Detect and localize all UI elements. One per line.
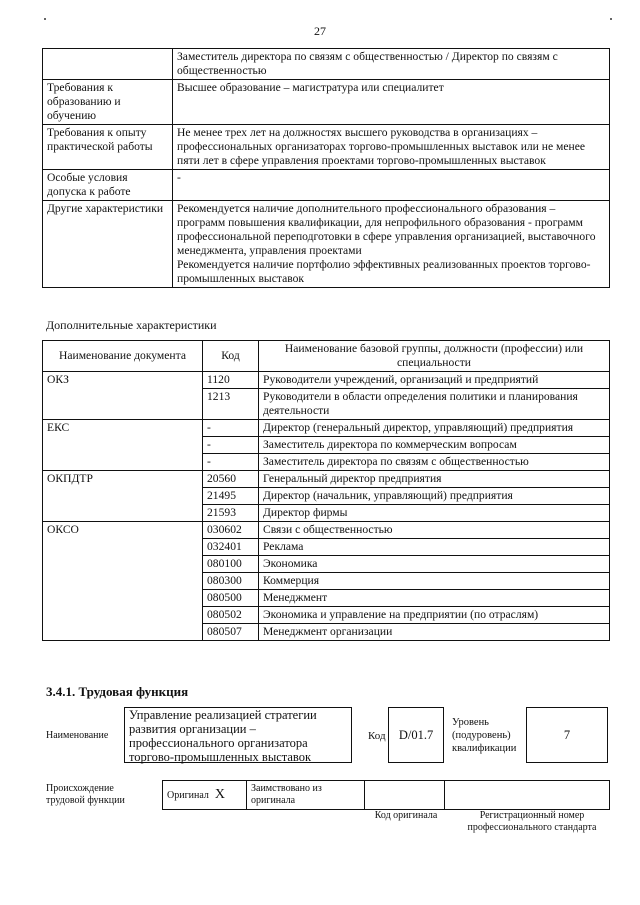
name-cell: Заместитель директора по коммерческим вопросам — [259, 437, 610, 454]
header-code: Код — [203, 341, 259, 372]
name-cell: Реклама — [259, 539, 610, 556]
requirements-table — [42, 48, 610, 288]
code-label: Код — [368, 730, 386, 742]
header-doc: Наименование документа — [43, 341, 203, 372]
code-cell: 080502 — [203, 607, 259, 624]
origin-table — [162, 780, 610, 810]
labor-function-code: D/01.7 — [388, 707, 444, 763]
table-row — [43, 125, 610, 170]
doc-cell: ЕКС — [43, 420, 203, 471]
registration-number-caption: Регистрационный номер профессионального стандарта — [467, 810, 597, 833]
code-cell: 080507 — [203, 624, 259, 641]
origin-label: Происхождение трудовой функции — [46, 783, 125, 806]
origin-original-cell — [163, 781, 247, 810]
table-header-row — [43, 341, 610, 372]
name-cell: Коммерция — [259, 573, 610, 590]
labor-function-name: Управление реализацией стратегии развития организации – профессионального организатора торгово-промышленных выставок — [124, 707, 352, 763]
original-code-caption: Код оригинала — [374, 810, 438, 821]
doc-cell: ОКЗ — [43, 372, 203, 420]
header-name: Наименование базовой группы, должности (профессии) или специальности — [259, 341, 610, 372]
req-value: Не менее трех лет на должностях высшего руководства в организациях – профессиональных организаторах торгово-промышленных выставок или не менее пяти лет в сфере управления проектами торгово-промышленных выставок — [173, 125, 610, 170]
doc-cell: ОКПДТР — [43, 471, 203, 522]
req-value: - — [173, 170, 610, 201]
origin-mark: X — [214, 786, 226, 802]
table-row — [43, 49, 610, 80]
req-label: Другие характеристики — [43, 201, 173, 288]
labor-function-heading: 3.4.1. Трудовая функция — [46, 684, 189, 699]
name-cell: Директор (начальник, управляющий) предприятия — [259, 488, 610, 505]
name-cell: Менеджмент — [259, 590, 610, 607]
table-row — [43, 420, 610, 437]
name-cell: Заместитель директора по связям с общественностью — [259, 454, 610, 471]
req-label: Требования к образованию и обучению — [43, 80, 173, 125]
name-cell: Экономика и управление на предприятии (по отраслям) — [259, 607, 610, 624]
original-code-cell — [365, 781, 445, 810]
table-row — [43, 372, 610, 389]
name-cell: Менеджмент организации — [259, 624, 610, 641]
level-label: Уровень (подуровень) квалификации — [452, 717, 517, 754]
additional-table — [42, 340, 610, 641]
name-cell: Экономика — [259, 556, 610, 573]
table-row — [43, 471, 610, 488]
code-cell: 030602 — [203, 522, 259, 539]
name-cell: Руководители в области определения политики и планирования деятельности — [259, 389, 610, 420]
code-cell: 21495 — [203, 488, 259, 505]
table-row — [43, 170, 610, 201]
code-cell: - — [203, 454, 259, 471]
additional-caption: Дополнительные характеристики — [46, 318, 217, 332]
qualification-level: 7 — [526, 707, 608, 763]
code-cell: 21593 — [203, 505, 259, 522]
req-value-line: Рекомендуется наличие портфолио эффективных реализованных проектов торгово-промышленных выставок — [177, 258, 591, 285]
req-label: Особые условия допуска к работе — [43, 170, 173, 201]
req-value: Заместитель директора по связям с общественностью / Директор по связям с общественностью — [173, 49, 610, 80]
code-cell: 032401 — [203, 539, 259, 556]
name-label: Наименование — [46, 730, 109, 741]
name-cell: Директор (генеральный директор, управляющий) предприятия — [259, 420, 610, 437]
table-row — [43, 80, 610, 125]
name-cell: Генеральный директор предприятия — [259, 471, 610, 488]
req-value — [173, 201, 610, 288]
code-cell: - — [203, 420, 259, 437]
code-cell: - — [203, 437, 259, 454]
req-label — [43, 49, 173, 80]
scan-speck — [44, 18, 46, 20]
table-row — [163, 781, 610, 810]
code-cell: 080100 — [203, 556, 259, 573]
name-cell: Директор фирмы — [259, 505, 610, 522]
code-cell: 1120 — [203, 372, 259, 389]
req-value-line: Рекомендуется наличие дополнительного профессионального образования – программ повышения квалификации, для непрофильного образования - программ профессиональной переподготовки в сфере управления организацией, выставочного менеджмента, управления проектами — [177, 202, 596, 257]
page-number: 27 — [314, 24, 326, 38]
origin-original-label: Оригинал — [167, 789, 209, 801]
req-value: Высшее образование – магистратура или специалитет — [173, 80, 610, 125]
doc-cell: ОКСО — [43, 522, 203, 641]
req-label: Требования к опыту практической работы — [43, 125, 173, 170]
table-row — [43, 201, 610, 288]
code-cell: 080300 — [203, 573, 259, 590]
name-cell: Связи с общественностью — [259, 522, 610, 539]
table-row — [43, 522, 610, 539]
code-cell: 080500 — [203, 590, 259, 607]
code-cell: 20560 — [203, 471, 259, 488]
name-cell: Руководители учреждений, организаций и предприятий — [259, 372, 610, 389]
origin-borrowed-cell: Заимствовано из оригинала — [247, 781, 365, 810]
registration-number-cell — [445, 781, 610, 810]
code-cell: 1213 — [203, 389, 259, 420]
scan-speck — [610, 18, 612, 20]
